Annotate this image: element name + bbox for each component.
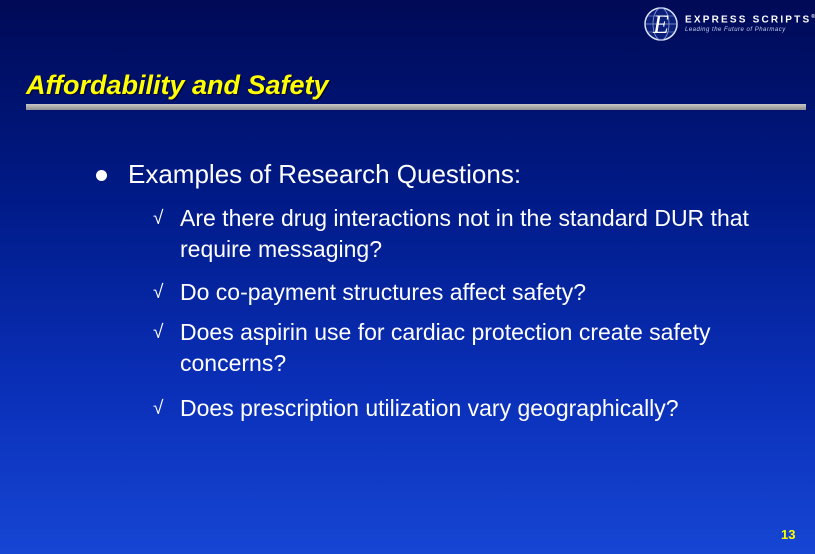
express-scripts-globe-e-icon <box>643 6 679 42</box>
logo-tagline: Leading the Future of Pharmacy <box>685 27 786 33</box>
logo-wordmark: EXPRESS SCRIPTS® <box>685 14 815 26</box>
page-number: 13 <box>781 527 796 542</box>
sub-bullet-text: Does aspirin use for cardiac protection create safety concerns? <box>180 319 711 376</box>
slide-title: Affordability and Safety <box>26 70 329 100</box>
sub-bullet-text: Does prescription utilization vary geographically? <box>180 395 679 421</box>
svg-text:E: E <box>653 10 669 39</box>
checkmark-icon: √ <box>153 282 164 303</box>
checkmark-icon: √ <box>153 208 164 229</box>
express-scripts-logo <box>643 6 815 42</box>
sub-bullet-text: Are there drug interactions not in the standard DUR that require messaging? <box>180 205 749 262</box>
main-bullet-text: Examples of Research Questions: <box>128 159 522 189</box>
checkmark-icon: √ <box>153 398 164 419</box>
sub-bullet-text: Do co-payment structures affect safety? <box>180 279 587 305</box>
bullet-dot-icon <box>96 170 107 181</box>
checkmark-icon: √ <box>153 322 164 343</box>
title-divider <box>26 104 806 110</box>
